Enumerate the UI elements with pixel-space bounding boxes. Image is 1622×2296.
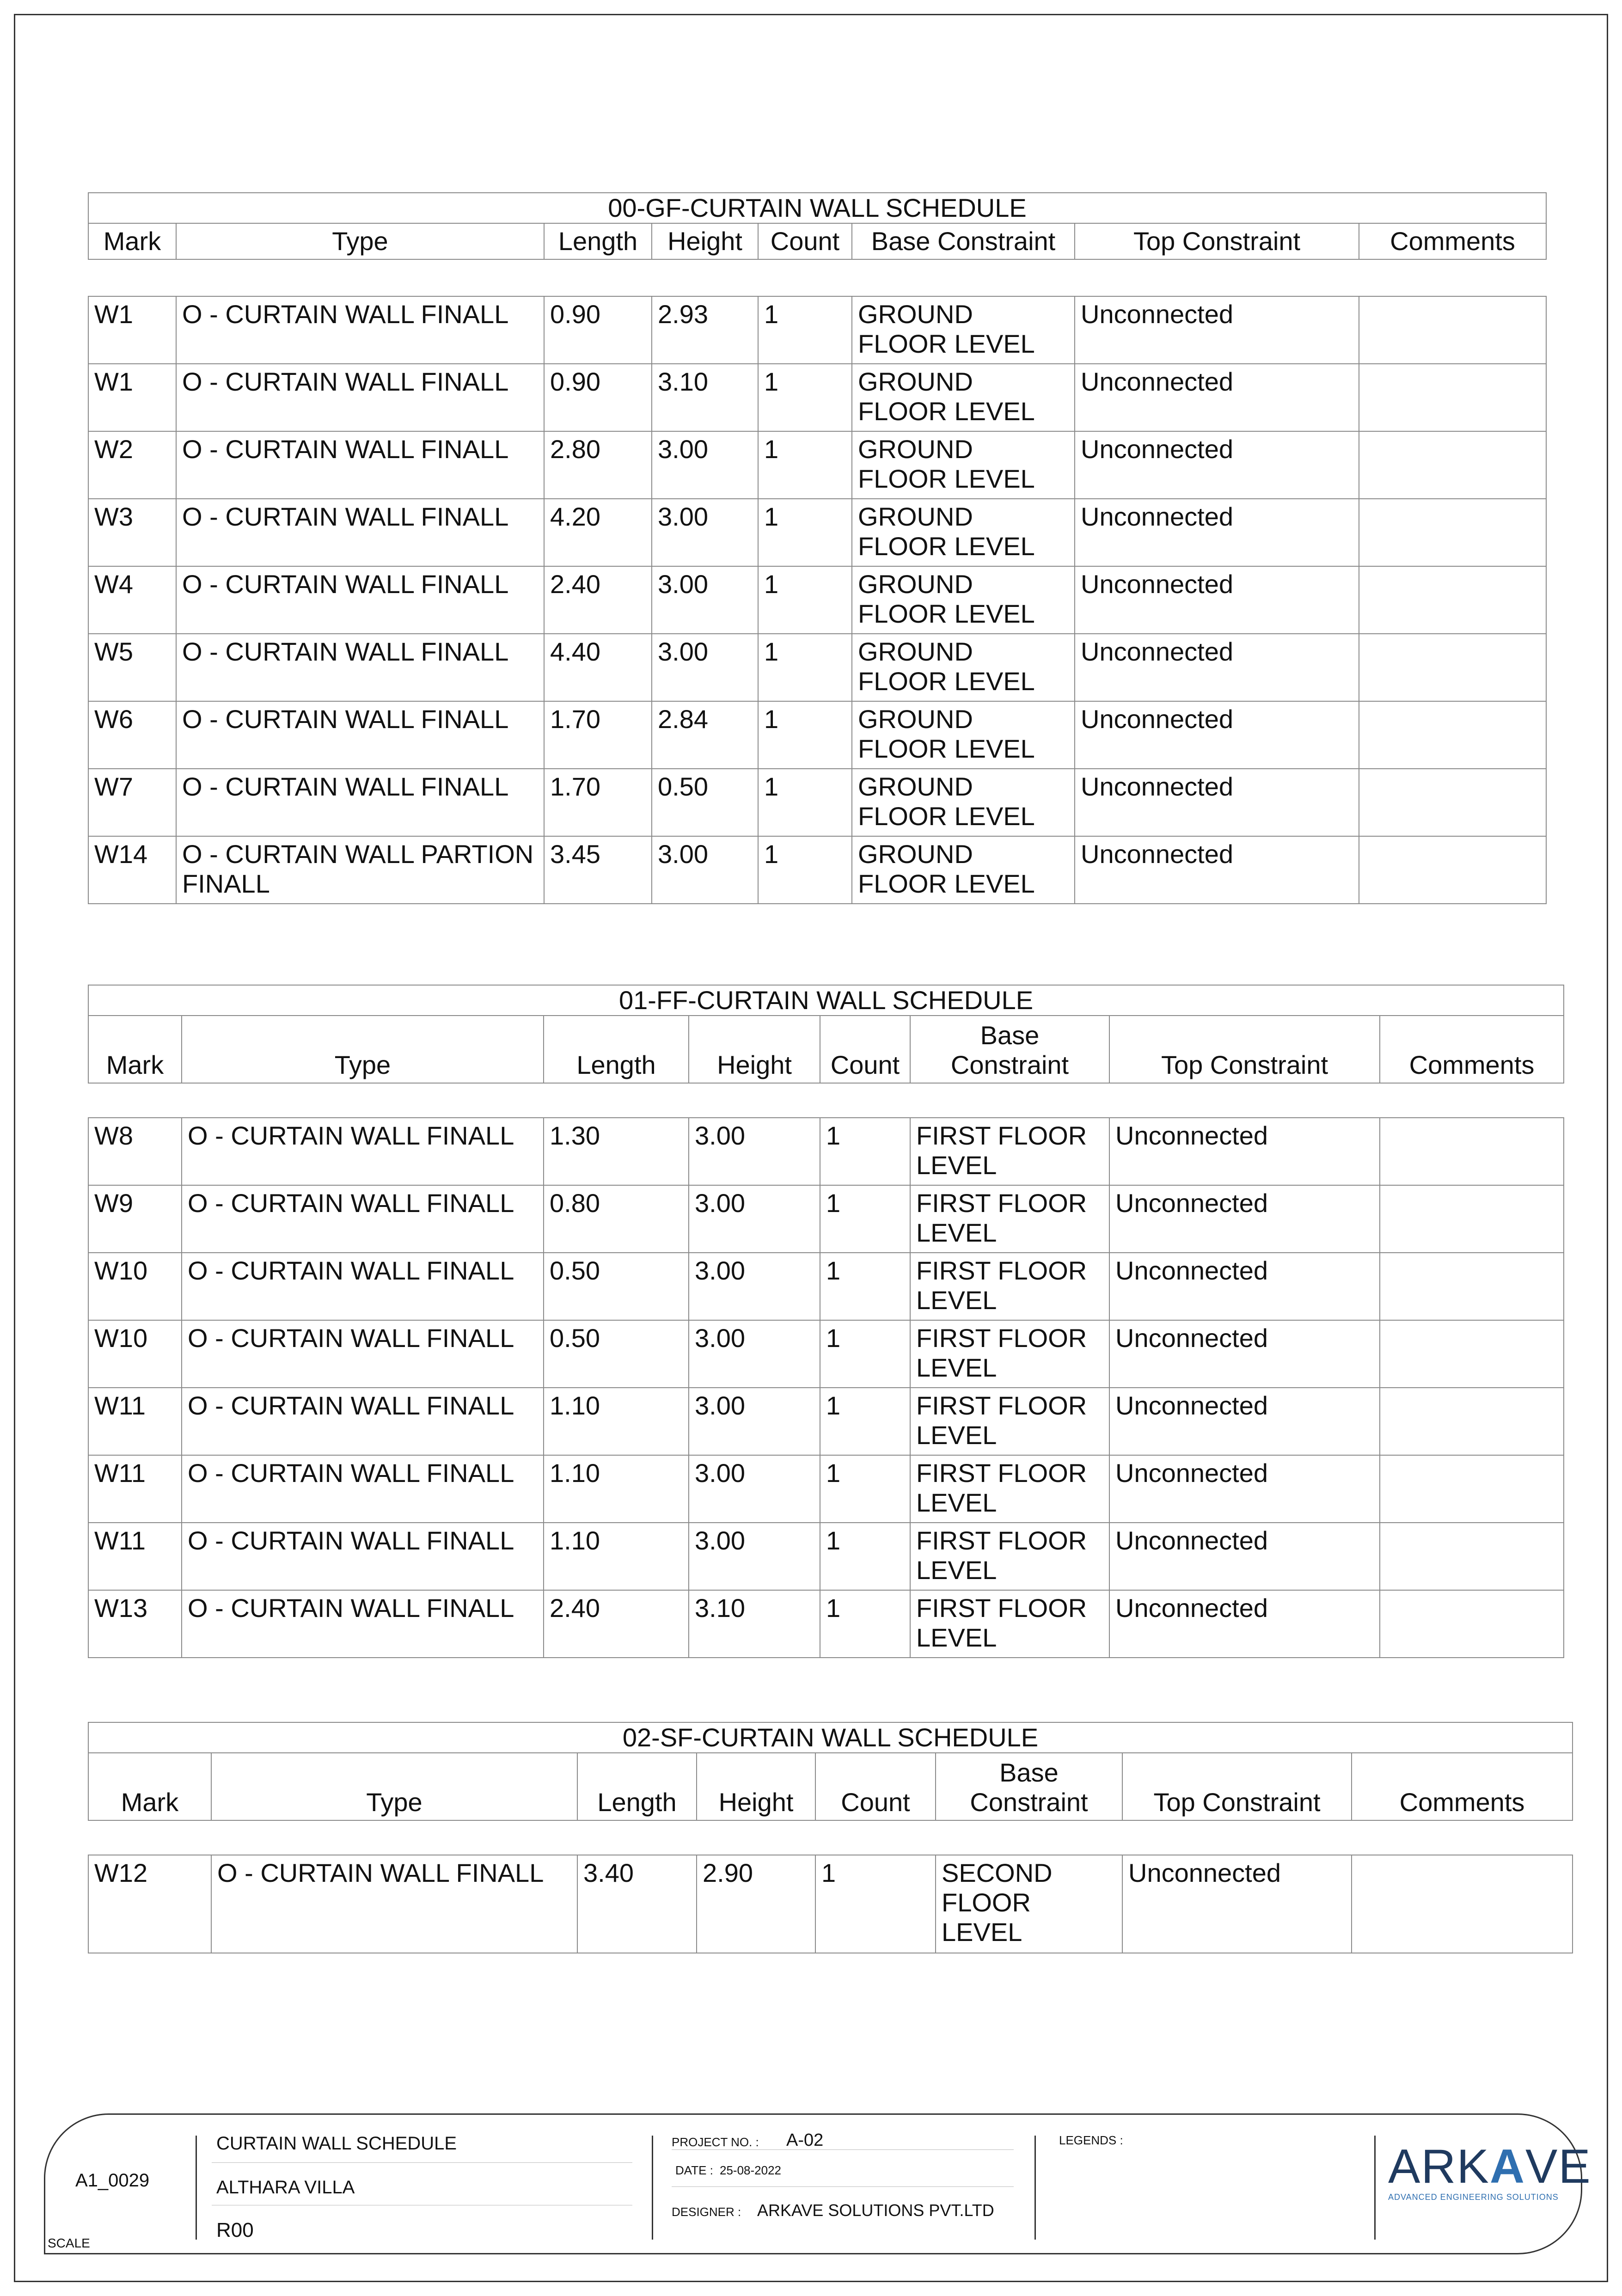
column-header: Count <box>820 1016 910 1083</box>
table-cell: GROUND FLOOR LEVEL <box>852 634 1075 701</box>
table-cell: W10 <box>88 1253 182 1320</box>
date: 25-08-2022 <box>720 2163 781 2177</box>
table-cell: 1 <box>758 431 852 499</box>
table-cell: 1 <box>758 499 852 566</box>
table-cell: 2.40 <box>544 1590 689 1658</box>
table-cell: W13 <box>88 1590 182 1658</box>
table-cell: 1 <box>820 1253 910 1320</box>
designer-label: DESIGNER : <box>672 2205 741 2219</box>
table-cell: 3.00 <box>689 1388 820 1455</box>
table-cell: O - CURTAIN WALL FINALL <box>176 634 544 701</box>
schedule-title: 00-GF-CURTAIN WALL SCHEDULE <box>88 193 1546 223</box>
table-cell: GROUND FLOOR LEVEL <box>852 769 1075 836</box>
table-cell: O - CURTAIN WALL FINALL <box>182 1590 544 1658</box>
table-cell <box>1359 364 1546 431</box>
project-name: ALTHARA VILLA <box>216 2177 355 2198</box>
table-cell <box>1380 1320 1564 1388</box>
table-cell: 3.00 <box>689 1118 820 1185</box>
table-cell: 0.80 <box>544 1185 689 1253</box>
table-cell: W10 <box>88 1320 182 1388</box>
table-row <box>88 701 1546 769</box>
table-cell <box>1359 431 1546 499</box>
column-header: Mark <box>88 223 176 259</box>
table-cell: W4 <box>88 566 176 634</box>
table-cell: GROUND FLOOR LEVEL <box>852 499 1075 566</box>
table-cell <box>1380 1118 1564 1185</box>
logo-text-accent: A <box>1489 2140 1525 2193</box>
column-header: Comments <box>1352 1753 1573 1820</box>
column-header: Comments <box>1359 223 1546 259</box>
table-cell: 4.40 <box>544 634 652 701</box>
table-cell: Unconnected <box>1075 364 1359 431</box>
table-cell: 1 <box>758 364 852 431</box>
table-cell: 1 <box>820 1118 910 1185</box>
table-cell: 1 <box>758 296 852 364</box>
table-row <box>88 566 1546 634</box>
table-cell: 3.10 <box>652 364 758 431</box>
table-cell: Unconnected <box>1075 701 1359 769</box>
column-header: Top Constraint <box>1109 1016 1380 1083</box>
sf-schedule-table <box>88 1722 1573 1821</box>
table-cell: 3.10 <box>689 1590 820 1658</box>
table-cell: Unconnected <box>1109 1320 1380 1388</box>
table-cell: 3.00 <box>689 1185 820 1253</box>
sheet-code: A1_0029 <box>75 2170 150 2191</box>
table-row <box>88 431 1546 499</box>
table-cell <box>1380 1523 1564 1590</box>
table-cell: 1 <box>758 701 852 769</box>
project-no: A-02 <box>786 2131 824 2150</box>
table-cell: 1.10 <box>544 1455 689 1523</box>
table-cell: 3.00 <box>652 431 758 499</box>
table-cell <box>1359 634 1546 701</box>
table-cell: Unconnected <box>1109 1455 1380 1523</box>
column-header: Comments <box>1380 1016 1564 1083</box>
table-cell: 1 <box>820 1320 910 1388</box>
table-cell: 1 <box>758 634 852 701</box>
table-cell: 0.90 <box>544 364 652 431</box>
table-cell: FIRST FLOOR LEVEL <box>910 1118 1109 1185</box>
table-row <box>88 296 1546 364</box>
designer: ARKAVE SOLUTIONS PVT.LTD <box>757 2201 994 2220</box>
table-cell: 3.00 <box>652 566 758 634</box>
table-cell: W1 <box>88 364 176 431</box>
table-cell: 1.70 <box>544 701 652 769</box>
table-row <box>88 836 1546 904</box>
column-header: Height <box>697 1753 815 1820</box>
column-header: Length <box>544 223 652 259</box>
table-cell: 1 <box>815 1855 936 1953</box>
column-header: Mark <box>88 1016 182 1083</box>
table-row <box>88 1253 1564 1320</box>
table-cell: 2.93 <box>652 296 758 364</box>
table-cell: W11 <box>88 1388 182 1455</box>
table-cell: 0.50 <box>544 1320 689 1388</box>
table-row <box>88 769 1546 836</box>
project-no-label: PROJECT NO. : <box>672 2135 759 2149</box>
table-cell: O - CURTAIN WALL FINALL <box>176 364 544 431</box>
table-cell: O - CURTAIN WALL FINALL <box>182 1523 544 1590</box>
table-row <box>88 1185 1564 1253</box>
table-cell: 1.70 <box>544 769 652 836</box>
table-cell: Unconnected <box>1075 296 1359 364</box>
table-cell: 0.50 <box>652 769 758 836</box>
table-cell: W1 <box>88 296 176 364</box>
table-cell: Unconnected <box>1075 566 1359 634</box>
column-header: Base Constraint <box>936 1753 1122 1820</box>
table-cell: Unconnected <box>1122 1855 1352 1953</box>
table-row <box>88 1455 1564 1523</box>
column-header: Count <box>815 1753 936 1820</box>
table-cell: O - CURTAIN WALL FINALL <box>176 431 544 499</box>
table-cell <box>1380 1455 1564 1523</box>
logo-text: VE <box>1525 2140 1591 2193</box>
logo-tagline: ADVANCED ENGINEERING SOLUTIONS <box>1388 2192 1559 2202</box>
table-cell: Unconnected <box>1075 836 1359 904</box>
table-cell <box>1380 1388 1564 1455</box>
table-cell: 1 <box>820 1590 910 1658</box>
column-header: Type <box>176 223 544 259</box>
table-cell: 3.00 <box>652 499 758 566</box>
column-header: Base Constraint <box>910 1016 1109 1083</box>
table-cell: 1.10 <box>544 1388 689 1455</box>
column-header: Top Constraint <box>1122 1753 1352 1820</box>
table-cell: 4.20 <box>544 499 652 566</box>
table-cell: O - CURTAIN WALL FINALL <box>182 1388 544 1455</box>
table-cell: GROUND FLOOR LEVEL <box>852 431 1075 499</box>
table-cell: 2.80 <box>544 431 652 499</box>
table-cell: 2.84 <box>652 701 758 769</box>
table-cell: O - CURTAIN WALL FINALL <box>176 769 544 836</box>
table-cell: W9 <box>88 1185 182 1253</box>
table-row <box>88 1855 1573 1953</box>
table-cell: O - CURTAIN WALL FINALL <box>176 566 544 634</box>
table-cell: GROUND FLOOR LEVEL <box>852 566 1075 634</box>
table-cell <box>1352 1855 1573 1953</box>
table-cell: 1.30 <box>544 1118 689 1185</box>
table-cell: 1 <box>758 566 852 634</box>
arkave-logo <box>1388 2140 1591 2202</box>
table-cell: W3 <box>88 499 176 566</box>
table-cell: FIRST FLOOR LEVEL <box>910 1388 1109 1455</box>
column-header: Length <box>577 1753 697 1820</box>
table-cell: 1 <box>820 1455 910 1523</box>
table-cell: 2.90 <box>697 1855 815 1953</box>
table-cell: O - CURTAIN WALL FINALL <box>182 1253 544 1320</box>
table-cell: W11 <box>88 1523 182 1590</box>
column-header: Count <box>758 223 852 259</box>
table-cell: 2.40 <box>544 566 652 634</box>
table-row <box>88 499 1546 566</box>
table-cell: Unconnected <box>1075 769 1359 836</box>
table-cell: Unconnected <box>1075 431 1359 499</box>
table-cell: 3.00 <box>689 1320 820 1388</box>
table-cell: Unconnected <box>1109 1590 1380 1658</box>
column-header: Length <box>544 1016 689 1083</box>
table-cell: W12 <box>88 1855 211 1953</box>
table-cell: FIRST FLOOR LEVEL <box>910 1523 1109 1590</box>
table-cell: FIRST FLOOR LEVEL <box>910 1320 1109 1388</box>
table-cell: 1 <box>820 1185 910 1253</box>
table-row <box>88 1590 1564 1658</box>
drawing-title: CURTAIN WALL SCHEDULE <box>216 2133 457 2154</box>
table-cell: 3.00 <box>652 634 758 701</box>
table-cell <box>1380 1590 1564 1658</box>
table-cell: O - CURTAIN WALL FINALL <box>182 1185 544 1253</box>
table-cell: Unconnected <box>1109 1185 1380 1253</box>
table-cell: W8 <box>88 1118 182 1185</box>
scale-label: SCALE <box>48 2236 90 2250</box>
table-row <box>88 364 1546 431</box>
schedule-title: 01-FF-CURTAIN WALL SCHEDULE <box>88 985 1564 1016</box>
table-cell: 3.00 <box>689 1455 820 1523</box>
date-label: DATE : <box>675 2163 713 2177</box>
table-cell: Unconnected <box>1109 1118 1380 1185</box>
table-cell: W5 <box>88 634 176 701</box>
table-cell <box>1359 566 1546 634</box>
column-header: Mark <box>88 1753 211 1820</box>
table-cell: O - CURTAIN WALL FINALL <box>176 296 544 364</box>
table-row <box>88 1388 1564 1455</box>
table-cell: O - CURTAIN WALL FINALL <box>182 1455 544 1523</box>
table-cell: W6 <box>88 701 176 769</box>
table-cell <box>1359 701 1546 769</box>
table-cell: 0.90 <box>544 296 652 364</box>
table-cell: FIRST FLOOR LEVEL <box>910 1590 1109 1658</box>
column-header: Top Constraint <box>1075 223 1359 259</box>
revision: R00 <box>216 2219 254 2241</box>
table-cell: W14 <box>88 836 176 904</box>
schedule-title: 02-SF-CURTAIN WALL SCHEDULE <box>88 1722 1573 1753</box>
table-cell: O - CURTAIN WALL FINALL <box>182 1320 544 1388</box>
table-cell: 3.00 <box>689 1253 820 1320</box>
table-cell: 3.00 <box>652 836 758 904</box>
table-cell: 1 <box>758 836 852 904</box>
table-cell: FIRST FLOOR LEVEL <box>910 1253 1109 1320</box>
table-row <box>88 1118 1564 1185</box>
column-header: Base Constraint <box>852 223 1075 259</box>
table-cell: 3.00 <box>689 1523 820 1590</box>
ff-schedule-table <box>88 985 1564 1084</box>
table-cell: GROUND FLOOR LEVEL <box>852 836 1075 904</box>
table-cell: W11 <box>88 1455 182 1523</box>
table-cell <box>1359 769 1546 836</box>
table-cell <box>1359 296 1546 364</box>
table-cell: O - CURTAIN WALL PARTION FINALL <box>176 836 544 904</box>
legends-label: LEGENDS : <box>1059 2133 1123 2147</box>
ff-schedule-body <box>88 1117 1564 1658</box>
gf-schedule-body <box>88 296 1547 904</box>
table-cell: GROUND FLOOR LEVEL <box>852 701 1075 769</box>
column-header: Height <box>652 223 758 259</box>
table-row <box>88 1320 1564 1388</box>
title-block <box>44 2113 1591 2254</box>
table-cell: 1.10 <box>544 1523 689 1590</box>
table-cell: 1 <box>820 1523 910 1590</box>
table-cell: 1 <box>820 1388 910 1455</box>
gf-schedule-table <box>88 192 1547 260</box>
table-cell: 0.50 <box>544 1253 689 1320</box>
table-cell: Unconnected <box>1109 1253 1380 1320</box>
table-cell: SECOND FLOOR LEVEL <box>936 1855 1122 1953</box>
table-row <box>88 634 1546 701</box>
table-cell: Unconnected <box>1109 1388 1380 1455</box>
column-header: Type <box>182 1016 544 1083</box>
table-cell: 3.40 <box>577 1855 697 1953</box>
table-row <box>88 1523 1564 1590</box>
table-cell: 3.45 <box>544 836 652 904</box>
table-cell: 1 <box>758 769 852 836</box>
table-cell: GROUND FLOOR LEVEL <box>852 364 1075 431</box>
table-cell: W2 <box>88 431 176 499</box>
table-cell: O - CURTAIN WALL FINALL <box>211 1855 577 1953</box>
logo-text: ARK <box>1388 2140 1490 2193</box>
table-cell: W7 <box>88 769 176 836</box>
table-cell: Unconnected <box>1075 634 1359 701</box>
table-cell: O - CURTAIN WALL FINALL <box>176 499 544 566</box>
table-cell <box>1380 1253 1564 1320</box>
table-cell: FIRST FLOOR LEVEL <box>910 1185 1109 1253</box>
table-cell <box>1359 836 1546 904</box>
table-cell: O - CURTAIN WALL FINALL <box>176 701 544 769</box>
table-cell: FIRST FLOOR LEVEL <box>910 1455 1109 1523</box>
column-header: Height <box>689 1016 820 1083</box>
table-cell: GROUND FLOOR LEVEL <box>852 296 1075 364</box>
table-cell <box>1380 1185 1564 1253</box>
table-cell: Unconnected <box>1075 499 1359 566</box>
column-header: Type <box>211 1753 577 1820</box>
table-cell: O - CURTAIN WALL FINALL <box>182 1118 544 1185</box>
sf-schedule-body <box>88 1855 1573 1953</box>
table-cell: Unconnected <box>1109 1523 1380 1590</box>
table-cell <box>1359 499 1546 566</box>
